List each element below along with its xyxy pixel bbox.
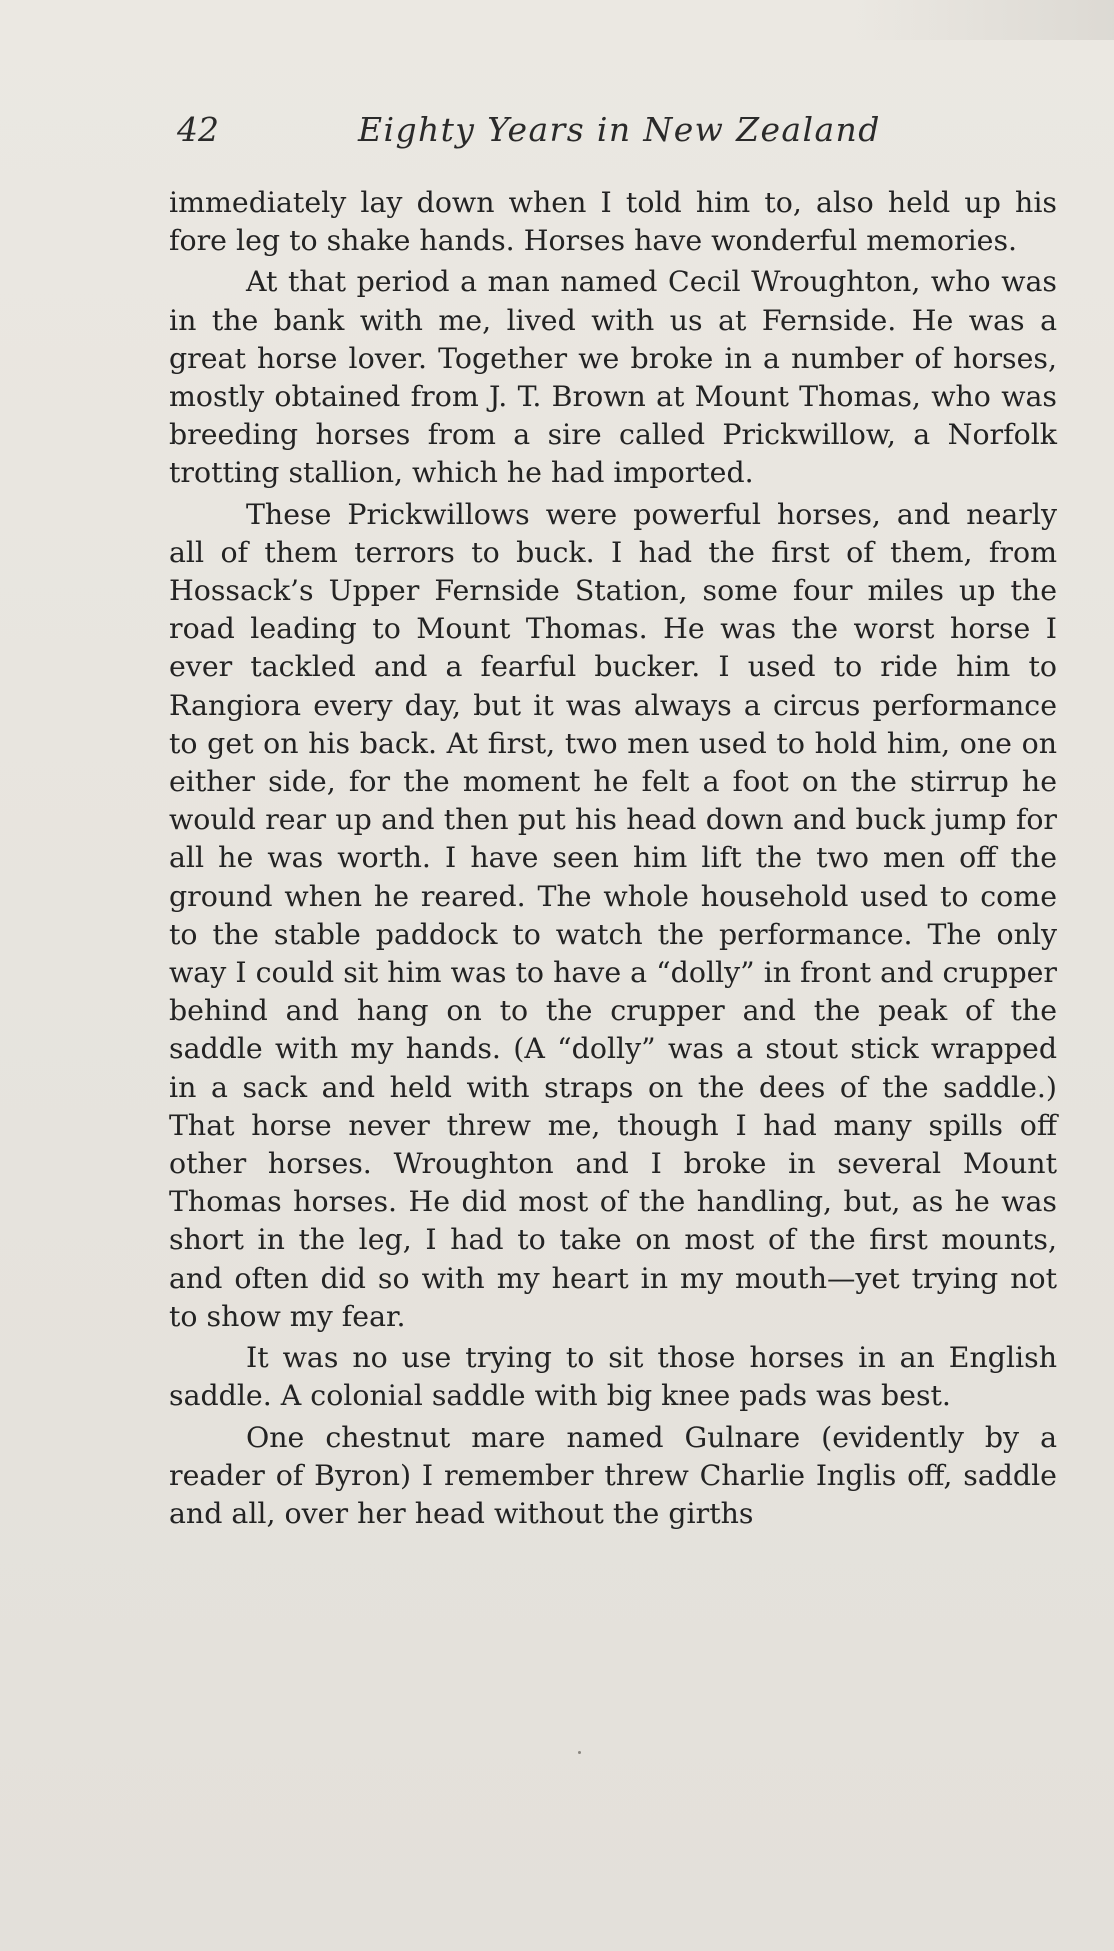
page-corner-stain — [854, 0, 1114, 40]
paragraph-2: At that period a man named Cecil Wroughton, who was in the bank with me, lived with us at Fernside. He was a great horse lover. Together we broke in a number of horses, mostly obtained from J. T. Brown at Mount Thomas, who was breeding horses from a sire called Prickwillow, a Norfolk trotting stallion, which he had imported. — [169, 265, 1057, 490]
page-speck — [578, 1751, 581, 1754]
book-title: Eighty Years in New Zealand — [358, 110, 881, 149]
page-number: 42 — [177, 110, 219, 149]
paragraph-4: It was no use trying to sit those horses in an English saddle. A colonial saddle with big knee pads was best. — [169, 1341, 1057, 1413]
paragraph-1: immediately lay down when I told him to, also held up his fore leg to shake hands. Horses have wonderful memories. — [169, 186, 1057, 258]
running-header — [172, 110, 1062, 160]
paragraph-5: One chestnut mare named Gulnare (evidently by a reader of Byron) I remember threw Charlie Inglis off, saddle and all, over her head without the girths — [169, 1420, 1057, 1530]
paragraph-3: These Prickwillows were powerful horses, and nearly all of them terrors to buck. I had the first of them, from Hossack’s Upper Fernside Station, some four miles up the road leading to Mount Thomas. He was the worst horse I ever tackled and a fearful bucker. I used to ride him to Rangiora every day, but it was always a circus performance to get on his back. At first, two men used to hold him, one on either side, for the moment he felt a foot on the stirrup he would rear up and then put his head down and buck jump for all he was worth. I have seen him lift the two men off the ground when he reared. The whole household used to come to the stable paddock to watch the performance. The only way I could sit him was to have a “dolly” in front and crupper behind and hang on to the crupper and the peak of the saddle with my hands. (A “dolly” was a stout stick wrapped in a sack and held with straps on the dees of the saddle.) That horse never threw me, though I had many spills off other horses. Wroughton and I broke in several Mount Thomas horses. He did most of the handling, but, as he was short in the leg, I had to take on most of the first mounts, and often did so with my heart in my mouth—yet trying not to show my fear. — [169, 497, 1057, 1333]
page-body — [169, 184, 1057, 1536]
